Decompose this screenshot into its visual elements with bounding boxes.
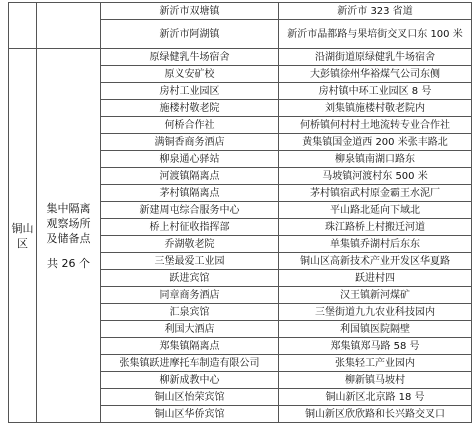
site-address: 沿湖街道原绿健乳牛场宿舍 xyxy=(279,49,472,66)
site-name: 汇泉宾馆 xyxy=(101,304,279,321)
site-name: 郑集镇隔离点 xyxy=(101,338,279,355)
site-name: 铜山区华侨宾馆 xyxy=(101,406,279,423)
site-name: 新沂市阿湖镇 xyxy=(101,20,279,49)
site-address: 铜山新区北京路 18 号 xyxy=(279,389,472,406)
site-name: 同章商务酒店 xyxy=(101,287,279,304)
site-name: 施楼村敬老院 xyxy=(101,100,279,117)
site-address: 跃进村四 xyxy=(279,270,472,287)
site-name: 原义安矿校 xyxy=(101,66,279,83)
category-label: 观察场所 xyxy=(46,216,91,230)
site-address: 珠江路桥上村搬迁河道 xyxy=(279,219,472,236)
table-row xyxy=(9,49,472,66)
site-address: 柳新镇马坡村 xyxy=(279,372,472,389)
site-name: 跃进宾馆 xyxy=(101,270,279,287)
site-address: 三堡街道九九农业科技园内 xyxy=(279,304,472,321)
site-name: 新建周屯综合服务中心 xyxy=(101,202,279,219)
category-label: 集中隔离 xyxy=(46,201,91,215)
category-count: 共 26 个 xyxy=(47,256,90,270)
quarantine-sites-table xyxy=(8,2,472,423)
site-name: 利国大酒店 xyxy=(101,321,279,338)
site-name: 河渡镇隔离点 xyxy=(101,168,279,185)
site-address: 郑集镇郑马路 58 号 xyxy=(279,338,472,355)
category-cell xyxy=(37,49,101,423)
site-address: 铜山区高新技术产业开发区华夏路 xyxy=(279,253,472,270)
site-address: 何桥镇何村村土地流转专业合作社 xyxy=(279,117,472,134)
table-row xyxy=(9,3,472,20)
site-address: 茅村镇宿武村原金霸王水泥厂 xyxy=(279,185,472,202)
site-name: 乔湖敬老院 xyxy=(101,236,279,253)
site-name: 满铜香商务酒店 xyxy=(101,134,279,151)
site-name: 房村工业园区 xyxy=(101,83,279,100)
site-address: 马坡镇河渡村东 500 米 xyxy=(279,168,472,185)
site-address: 黄集镇国金道西 200 米张丰路北 xyxy=(279,134,472,151)
site-address: 新沂市 323 省道 xyxy=(279,3,472,20)
site-name: 原绿健乳牛场宿舍 xyxy=(101,49,279,66)
site-address: 刘集镇施楼村敬老院内 xyxy=(279,100,472,117)
site-address: 房村镇中环工业园区 8 号 xyxy=(279,83,472,100)
site-name: 铜山区怡荣宾馆 xyxy=(101,389,279,406)
site-name: 新沂市双塘镇 xyxy=(101,3,279,20)
blank-cell xyxy=(37,3,101,49)
site-address: 张集轻工产业园内 xyxy=(279,355,472,372)
site-name: 茅村镇隔离点 xyxy=(101,185,279,202)
site-address: 铜山新区欣欣路和长兴路交叉口 xyxy=(279,406,472,423)
site-address: 新沂市晶都路与果培街交叉口东 100 米 xyxy=(279,20,472,49)
site-address: 利国镇医院隔壁 xyxy=(279,321,472,338)
site-address: 单集镇乔湖村后东东 xyxy=(279,236,472,253)
blank-cell xyxy=(9,3,37,49)
site-name: 三堡最爱工业园 xyxy=(101,253,279,270)
district-cell: 铜山区 xyxy=(9,49,37,423)
site-address: 柳泉镇南湖口路东 xyxy=(279,151,472,168)
site-name: 柳泉通心驿站 xyxy=(101,151,279,168)
site-address: 汉王镇新河煤矿 xyxy=(279,287,472,304)
site-name: 桥上村征收指挥部 xyxy=(101,219,279,236)
category-label: 及储备点 xyxy=(46,231,91,245)
site-name: 何桥合作社 xyxy=(101,117,279,134)
site-address: 平山路北延向下域北 xyxy=(279,202,472,219)
site-name: 张集镇跃进摩托车制造有限公司 xyxy=(101,355,279,372)
site-address: 大彭镇徐州华裕煤气公司东侧 xyxy=(279,66,472,83)
site-name: 柳新成教中心 xyxy=(101,372,279,389)
